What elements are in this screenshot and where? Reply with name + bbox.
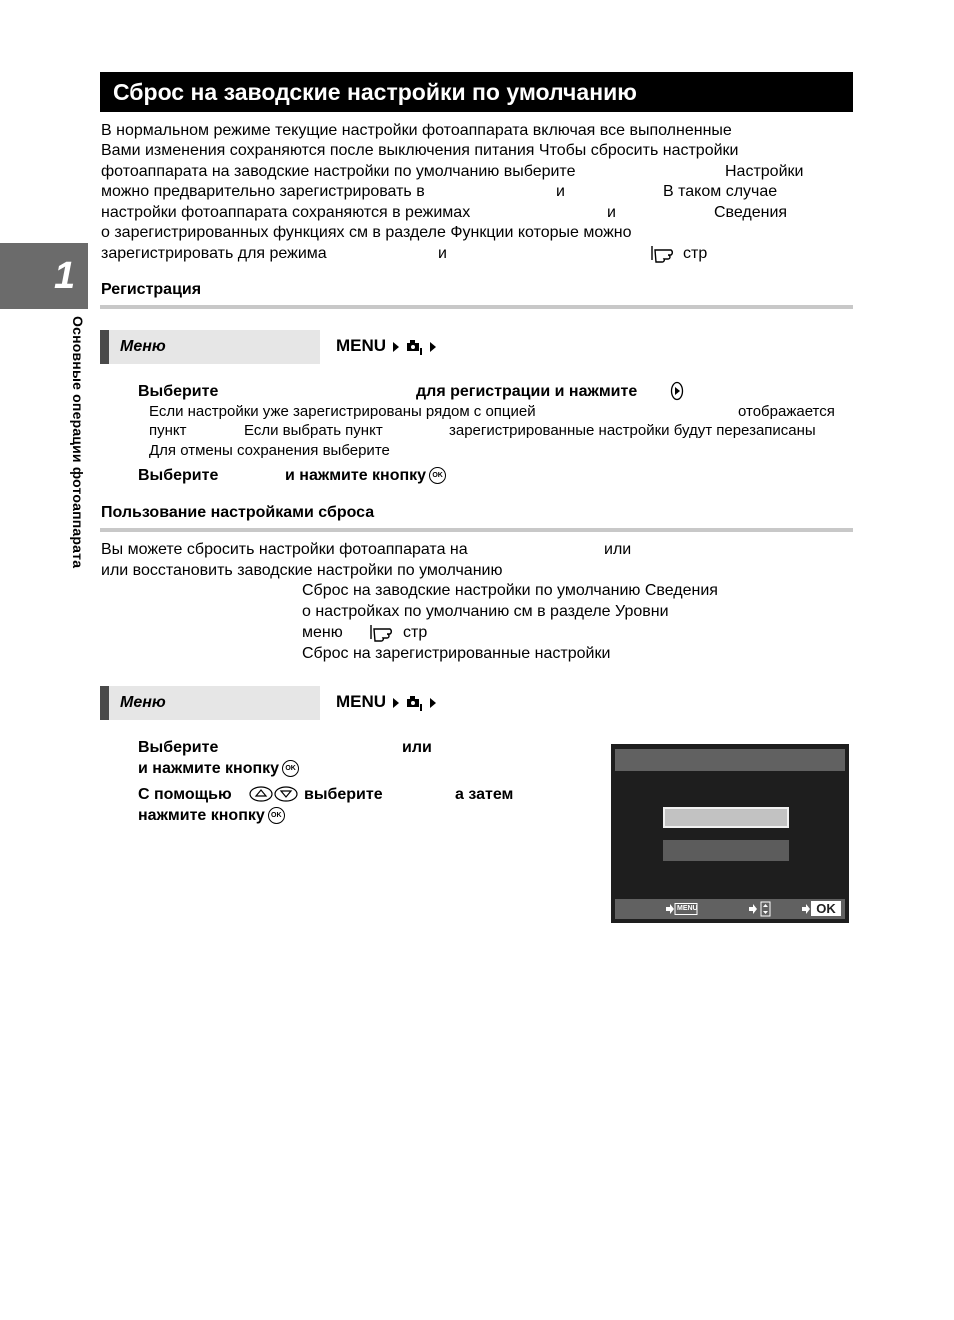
intro-line-1: В нормальном режиме текущие настройки фотоаппарата включая все выполненные [101,122,732,139]
note1-b: отображается [738,403,835,420]
arrow-right-icon [801,902,811,916]
s2-step1-c: и нажмите кнопку [138,760,280,777]
lcd-option [663,840,789,861]
s2-p2: или восстановить заводские настройки по умолчанию [101,562,503,579]
dial-right-icon [670,381,684,401]
arrow-right-icon [428,697,438,709]
intro-page-ref: стр [683,245,708,262]
intro-line-7a: зарегистрировать для режима [101,245,327,262]
divider [100,528,853,532]
menu-keyword: MENU [336,692,387,711]
s2-step2-d-wrap [138,806,285,827]
ok-button-icon: OK [282,760,299,777]
arrow-up-down-icon [748,901,774,917]
s2-p1-a: Вы можете сбросить настройки фотоаппарата на [101,541,468,558]
s2-step1-b: или [402,739,432,756]
intro-line-4a: можно предварительно зарегистрировать в [101,183,425,200]
s2-step2-c: а затем [455,786,514,803]
arrow-right-icon [391,697,401,709]
intro-line-3b: Настройки [725,163,804,180]
intro-line-5a: настройки фотоаппарата сохраняются в режимах [101,204,471,221]
step1-text-b: для регистрации и нажмите [416,383,638,400]
menu-label-text: Меню [120,338,166,355]
note2-a: пункт [149,422,187,439]
lcd-ok-label: OK [811,901,841,916]
s2-desc-4: Сброс на зарегистрированные настройки [302,645,611,662]
intro-line-3a: фотоаппарата на заводские настройки по умолчанию выберите [101,163,576,180]
lcd-menu-label: MENU [677,905,698,912]
section-heading-using-reset: Пользование настройками сброса [101,504,375,521]
divider [100,305,853,309]
intro-line-4c: В таком случае [663,183,778,200]
menu-label-box [100,686,320,720]
intro-line-7b: и [438,245,447,262]
menu-label-text: Меню [120,694,166,711]
s2-desc-3a: меню [302,624,343,641]
step2-text-a: Выберите [138,467,219,484]
hand-pointer-icon [370,623,400,643]
section-heading-registration: Регистрация [101,281,202,298]
intro-line-6: о зарегистрированных функциях см в разделе Функции которые можно [101,224,632,241]
arrow-right-icon [391,341,401,353]
camera1-icon [406,694,424,712]
s2-step2-a: С помощью [138,786,232,803]
menu-label-box [100,330,320,364]
s2-desc-3b: стр [403,624,428,641]
intro-line-4b: и [556,183,565,200]
note2-b: Если выбрать пункт [244,422,383,439]
s2-desc-1: Сброс на заводские настройки по умолчанию Сведения [302,582,718,599]
s2-step2-b: выберите [304,786,383,803]
arrow-up-down-icon [248,785,300,803]
note3: Для отмены сохранения выберите [149,442,390,459]
arrow-right-icon [428,341,438,353]
page-title: Сброс на заводские настройки по умолчанию [113,79,637,105]
camera1-icon [406,338,424,356]
lcd-header [615,749,845,771]
s2-p1-b: или [604,541,632,558]
chapter-tab [0,243,88,309]
menu-path [336,692,438,712]
menu-keyword: MENU [336,336,387,355]
intro-line-5b: и [607,204,616,221]
step2-label: и нажмите кнопку [285,467,427,484]
s2-step2-d: нажмите кнопку [138,807,265,824]
chapter-side-label [68,316,90,646]
hand-pointer-icon [651,244,681,264]
note2-c: зарегистрированные настройки будут перезаписаны [449,422,816,439]
ok-button-icon: OK [268,807,285,824]
intro-line-2: Вами изменения сохраняются после выключения питания Чтобы сбросить настройки [101,142,739,159]
s2-desc-2: о настройках по умолчанию см в разделе Уровни [302,603,669,620]
ok-button-icon: OK [429,467,446,484]
menu-path [336,336,438,356]
lcd-footer [615,899,845,919]
title-bar [100,72,853,112]
s2-step1-a: Выберите [138,739,219,756]
note1-a: Если настройки уже зарегистрированы рядом с опцией [149,403,536,420]
chapter-side-text: Основные операции фотоаппарата [70,316,86,569]
step1-text-a: Выберите [138,383,219,400]
lcd-screen [611,744,849,923]
intro-line-5c: Сведения [714,204,788,221]
chapter-number: 1 [54,255,76,297]
lcd-option-selected [663,807,789,828]
s2-step1-c-wrap [138,759,299,780]
step2-text-b [285,466,446,487]
